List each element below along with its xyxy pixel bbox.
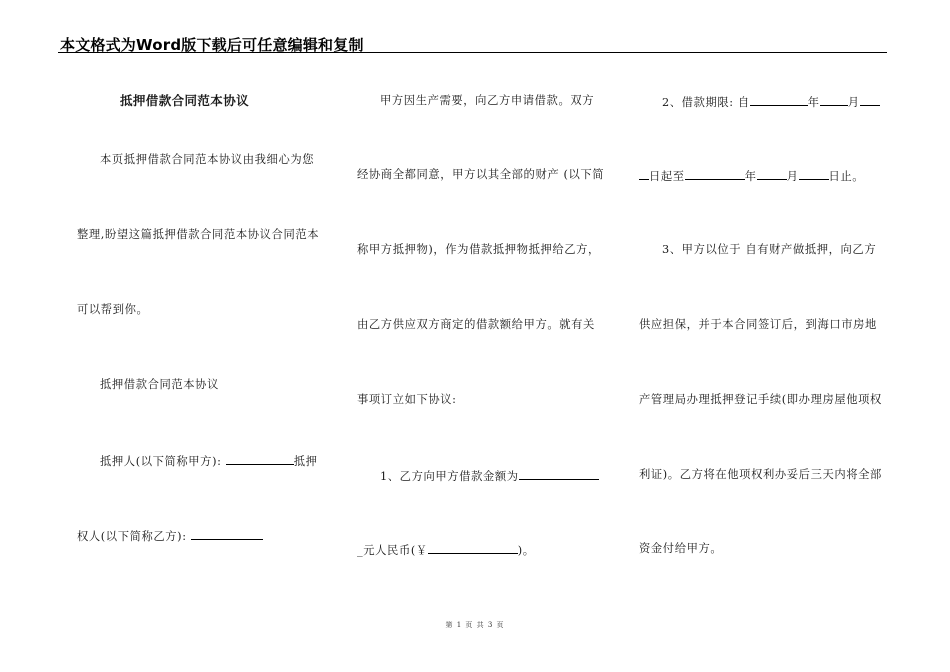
end-year-blank[interactable] — [685, 168, 745, 180]
item-1b-line — [357, 542, 535, 558]
loan-amount-blank[interactable] — [519, 468, 599, 480]
start-day-blank-cont[interactable] — [639, 168, 649, 180]
mortgagee-blank[interactable] — [191, 528, 263, 540]
end-year-label: 年 — [744, 170, 757, 183]
item-1b-suffix: )。 — [517, 544, 535, 557]
document-title: 抵押借款合同范本协议 — [120, 93, 250, 108]
item-3-line-4: 利证)。乙方将在他项权利办妥后三天内将全部 — [639, 468, 882, 481]
clause-line-2: 经协商全都同意，甲方以其全部的财产 (以下简 — [357, 168, 605, 181]
item-3-line-2: 供应担保，并于本合同签订后，到海口市房地 — [639, 318, 877, 331]
item-1b-label: _元人民币(￥ — [357, 544, 428, 557]
end-month-blank[interactable] — [757, 168, 787, 180]
item-1-label: 1、乙方向甲方借款金额为 — [380, 470, 519, 483]
item-3-line-3: 产管理局办理抵押登记手续(即办理房屋他项权 — [639, 393, 882, 406]
item-2b-line — [639, 168, 864, 184]
loan-amount-rmb-blank[interactable] — [428, 542, 518, 554]
column-1 — [78, 0, 340, 640]
clause-line-1: 甲方因生产需要，向乙方申请借款。双方 — [380, 94, 595, 107]
year-label: 年 — [807, 96, 820, 109]
end-day-blank[interactable] — [799, 168, 829, 180]
month-label: 月 — [847, 96, 860, 109]
clause-line-5: 事项订立如下协议: — [357, 393, 457, 406]
day-from-label: 日起至 — [649, 170, 685, 183]
page-number-footer: 第 1 页 共 3 页 — [445, 621, 505, 629]
start-month-blank[interactable] — [820, 94, 848, 106]
item-1-line — [380, 468, 599, 484]
item-2-label: 2、借款期限: 自 — [662, 96, 750, 109]
end-day-label: 日止。 — [828, 170, 865, 183]
mortgagee-line — [77, 528, 263, 544]
clause-line-3: 称甲方抵押物)，作为借款抵押物抵押给乙方， — [357, 243, 600, 256]
item-2-line — [662, 94, 880, 110]
column-2 — [358, 0, 606, 640]
end-month-label: 月 — [786, 170, 799, 183]
mortgagor-suffix: 抵押 — [293, 455, 318, 468]
mortgagee-label: 权人(以下简称乙方): — [77, 530, 187, 543]
start-day-blank[interactable] — [860, 94, 880, 106]
clause-line-4: 由乙方供应双方商定的借款额给甲方。就有关 — [357, 318, 595, 331]
item-3-line-1: 3、甲方以位于 自有财产做抵押，向乙方 — [662, 243, 877, 256]
mortgagor-blank[interactable] — [226, 453, 294, 465]
section-subtitle: 抵押借款合同范本协议 — [100, 378, 219, 391]
document-header-banner: 本文格式为Word版下载后可任意编辑和复制 — [60, 36, 364, 54]
mortgagor-line — [100, 453, 318, 469]
start-year-blank[interactable] — [750, 94, 808, 106]
mortgagor-label: 抵押人(以下简称甲方): — [100, 455, 222, 468]
intro-line-3: 可以帮到你。 — [77, 303, 149, 316]
item-3-line-5: 资金付给甲方。 — [639, 542, 723, 555]
column-3 — [640, 0, 888, 640]
intro-line-1: 本页抵押借款合同范本协议由我细心为您 — [100, 153, 315, 166]
intro-line-2: 整理,盼望这篇抵押借款合同范本协议合同范本 — [77, 228, 320, 241]
